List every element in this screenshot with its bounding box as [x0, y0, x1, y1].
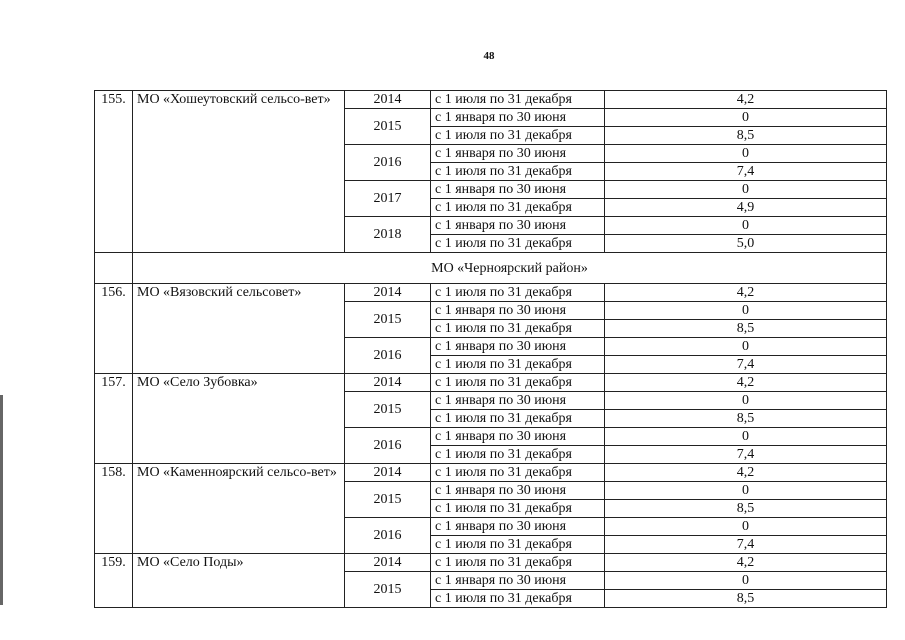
- period-cell: с 1 января по 30 июня: [431, 518, 605, 536]
- value-cell: 8,5: [605, 410, 887, 428]
- value-cell: 5,0: [605, 235, 887, 253]
- period-cell: с 1 июля по 31 декабря: [431, 320, 605, 338]
- year-cell: 2016: [345, 338, 431, 374]
- entity-name: МО «Каменноярский сельсо-вет»: [133, 464, 345, 554]
- value-cell: 8,5: [605, 127, 887, 145]
- year-cell: 2014: [345, 464, 431, 482]
- value-cell: 0: [605, 181, 887, 199]
- year-cell: 2014: [345, 284, 431, 302]
- table-row: [95, 464, 887, 482]
- value-cell: 0: [605, 392, 887, 410]
- period-cell: с 1 июля по 31 декабря: [431, 446, 605, 464]
- period-cell: с 1 января по 30 июня: [431, 392, 605, 410]
- value-cell: 4,2: [605, 284, 887, 302]
- period-cell: с 1 июля по 31 декабря: [431, 536, 605, 554]
- year-cell: 2015: [345, 392, 431, 428]
- year-cell: 2015: [345, 109, 431, 145]
- value-cell: 7,4: [605, 356, 887, 374]
- year-cell: 2015: [345, 302, 431, 338]
- period-cell: с 1 июля по 31 декабря: [431, 163, 605, 181]
- scan-edge-mark: [0, 395, 3, 605]
- entry-number: 159.: [95, 554, 133, 608]
- year-cell: 2016: [345, 145, 431, 181]
- period-cell: с 1 июля по 31 декабря: [431, 500, 605, 518]
- period-cell: с 1 июля по 31 декабря: [431, 127, 605, 145]
- year-cell: 2018: [345, 217, 431, 253]
- value-cell: 0: [605, 572, 887, 590]
- entry-number: 157.: [95, 374, 133, 464]
- period-cell: с 1 января по 30 июня: [431, 572, 605, 590]
- section-row: [95, 253, 887, 284]
- section-num-cell: [95, 253, 133, 284]
- entity-name: МО «Село Зубовка»: [133, 374, 345, 464]
- page-number: 48: [483, 50, 495, 62]
- value-cell: 7,4: [605, 163, 887, 181]
- data-table: [94, 90, 887, 608]
- period-cell: с 1 июля по 31 декабря: [431, 590, 605, 608]
- period-cell: с 1 января по 30 июня: [431, 482, 605, 500]
- period-cell: с 1 июля по 31 декабря: [431, 235, 605, 253]
- period-cell: с 1 июля по 31 декабря: [431, 554, 605, 572]
- period-cell: с 1 января по 30 июня: [431, 338, 605, 356]
- value-cell: 4,2: [605, 554, 887, 572]
- table-row: [95, 554, 887, 572]
- value-cell: 0: [605, 217, 887, 235]
- entry-number: 155.: [95, 91, 133, 253]
- value-cell: 0: [605, 518, 887, 536]
- year-cell: 2016: [345, 428, 431, 464]
- period-cell: с 1 января по 30 июня: [431, 302, 605, 320]
- year-cell: 2014: [345, 91, 431, 109]
- value-cell: 0: [605, 338, 887, 356]
- period-cell: с 1 января по 30 июня: [431, 217, 605, 235]
- value-cell: 4,2: [605, 464, 887, 482]
- section-title: МО «Черноярский район»: [133, 253, 887, 284]
- period-cell: с 1 июля по 31 декабря: [431, 464, 605, 482]
- period-cell: с 1 июля по 31 декабря: [431, 284, 605, 302]
- period-cell: с 1 января по 30 июня: [431, 181, 605, 199]
- value-cell: 4,2: [605, 91, 887, 109]
- value-cell: 7,4: [605, 536, 887, 554]
- entity-name: МО «Вязовский сельсовет»: [133, 284, 345, 374]
- value-cell: 0: [605, 302, 887, 320]
- value-cell: 0: [605, 109, 887, 127]
- value-cell: 4,2: [605, 374, 887, 392]
- year-cell: 2014: [345, 374, 431, 392]
- table-row: [95, 91, 887, 109]
- period-cell: с 1 января по 30 июня: [431, 109, 605, 127]
- value-cell: 0: [605, 145, 887, 163]
- value-cell: 4,9: [605, 199, 887, 217]
- value-cell: 0: [605, 482, 887, 500]
- period-cell: с 1 июля по 31 декабря: [431, 410, 605, 428]
- value-cell: 7,4: [605, 446, 887, 464]
- year-cell: 2014: [345, 554, 431, 572]
- entry-number: 156.: [95, 284, 133, 374]
- value-cell: 0: [605, 428, 887, 446]
- value-cell: 8,5: [605, 320, 887, 338]
- table-row: [95, 374, 887, 392]
- value-cell: 8,5: [605, 590, 887, 608]
- period-cell: с 1 июля по 31 декабря: [431, 199, 605, 217]
- year-cell: 2016: [345, 518, 431, 554]
- entity-name: МО «Хошеутовский сельсо-вет»: [133, 91, 345, 253]
- table-body: [95, 91, 887, 608]
- value-cell: 8,5: [605, 500, 887, 518]
- entry-number: 158.: [95, 464, 133, 554]
- entity-name: МО «Село Поды»: [133, 554, 345, 608]
- year-cell: 2015: [345, 482, 431, 518]
- period-cell: с 1 июля по 31 декабря: [431, 374, 605, 392]
- year-cell: 2017: [345, 181, 431, 217]
- year-cell: 2015: [345, 572, 431, 608]
- period-cell: с 1 июля по 31 декабря: [431, 356, 605, 374]
- period-cell: с 1 июля по 31 декабря: [431, 91, 605, 109]
- table-row: [95, 284, 887, 302]
- period-cell: с 1 января по 30 июня: [431, 428, 605, 446]
- period-cell: с 1 января по 30 июня: [431, 145, 605, 163]
